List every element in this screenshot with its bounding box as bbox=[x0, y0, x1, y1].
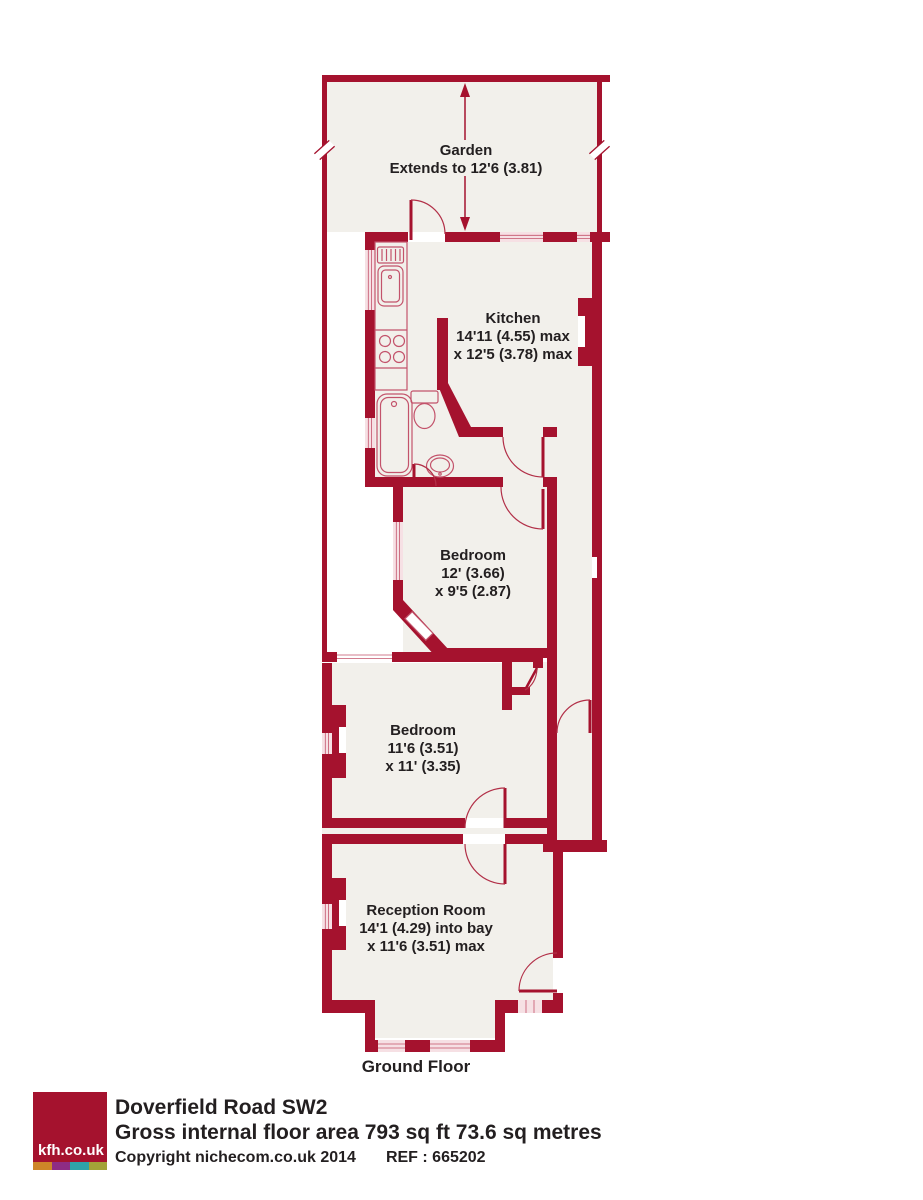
copyright-line bbox=[115, 1149, 486, 1167]
kfh-logo bbox=[33, 1092, 107, 1170]
kfh-logo-strip bbox=[33, 1162, 107, 1170]
garden-dim: Extends to 12'6 (3.81) bbox=[389, 160, 543, 177]
bay-window-2 bbox=[430, 1040, 470, 1052]
reception-dim2: x 11'6 (3.51) max bbox=[367, 938, 485, 955]
bedroom2-dim2: x 11' (3.35) bbox=[385, 758, 461, 775]
bathroom-window bbox=[365, 418, 375, 448]
kitchen-dim2: x 12'5 (3.78) max bbox=[453, 346, 573, 363]
floor-title: Ground Floor bbox=[361, 1057, 471, 1076]
bedroom2-window-left bbox=[322, 733, 332, 754]
kfh-logo-text: kfh.co.uk bbox=[38, 1142, 104, 1159]
bay-window-1 bbox=[378, 1040, 405, 1052]
garden-label: Garden bbox=[439, 142, 493, 159]
bedroom2-label: Bedroom bbox=[390, 722, 456, 739]
drainer-icon bbox=[378, 247, 404, 263]
floor-area-text: Gross internal floor area 793 sq ft 73.6 sq metres bbox=[115, 1121, 602, 1144]
reception-label: Reception Room bbox=[366, 902, 486, 919]
kfh-logo-square bbox=[33, 1092, 107, 1162]
kitchen-dim1: 14'11 (4.55) max bbox=[456, 328, 570, 345]
bedroom2-dim1: 11'6 (3.51) bbox=[387, 740, 459, 757]
lobby-floor bbox=[448, 390, 592, 487]
entrance-steps bbox=[518, 1000, 542, 1013]
bedroom1-dim1: 12' (3.66) bbox=[441, 565, 505, 582]
logo-strip-purple bbox=[52, 1162, 71, 1170]
kitchen-window-top2 bbox=[577, 232, 590, 242]
bedroom1-window bbox=[393, 522, 403, 580]
wall-gap-floor bbox=[322, 828, 548, 834]
kitchen-window-left bbox=[365, 250, 375, 310]
footer bbox=[0, 1088, 923, 1200]
bedroom1-dim2: x 9'5 (2.87) bbox=[434, 583, 512, 600]
bedroom2-window-top bbox=[337, 652, 392, 662]
copyright-text: Copyright nichecom.co.uk 2014 bbox=[115, 1149, 356, 1166]
reception-window-left bbox=[322, 904, 332, 929]
kitchen-window-top bbox=[500, 232, 543, 242]
bedroom1-label: Bedroom bbox=[440, 547, 506, 564]
kitchen-label: Kitchen bbox=[485, 310, 541, 327]
ref-number: REF : 665202 bbox=[385, 1149, 486, 1166]
logo-strip-olive bbox=[89, 1162, 108, 1170]
bay-floor bbox=[375, 1000, 495, 1038]
reception-dim1: 14'1 (4.29) into bay bbox=[359, 920, 493, 937]
logo-strip-orange bbox=[33, 1162, 52, 1170]
property-address: Doverfield Road SW2 bbox=[115, 1096, 328, 1119]
logo-strip-teal bbox=[70, 1162, 89, 1170]
